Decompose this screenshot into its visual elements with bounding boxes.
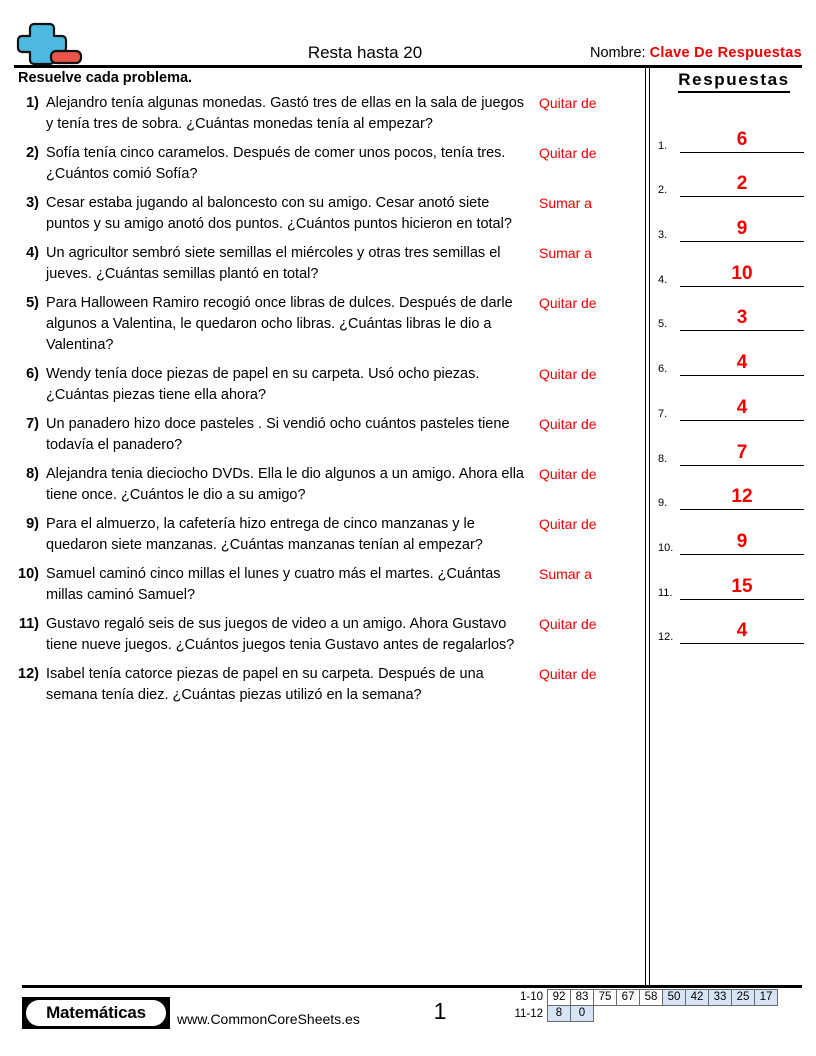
problem-row [0, 564, 640, 606]
score-cell-group [548, 1006, 594, 1023]
answer-row [658, 422, 804, 467]
problem-row [0, 93, 640, 135]
problem-row [0, 514, 640, 556]
answer-row [658, 243, 804, 288]
answer-row [658, 332, 804, 377]
answer-blank-line [680, 643, 804, 644]
header-divider-rule [14, 65, 802, 68]
problem-row [0, 364, 640, 406]
problem-text: Alejandro tenía algunas monedas. Gastó tres de ellas en la sala de juegos y tenía tres de sobra. ¿Cuántas monedas tenía al empezar? [46, 95, 525, 132]
problem-text: Wendy tenía doce piezas de papel en su carpeta. Usó ocho piezas. ¿Cuántas piezas tiene ella ahora? [46, 366, 480, 403]
page-header [0, 0, 816, 68]
problem-number: 5) [26, 295, 39, 311]
answer-value[interactable]: 12 [731, 486, 753, 508]
problem-number: 4) [26, 245, 39, 261]
answer-row [658, 467, 804, 512]
problem-type-tag: Quitar de [539, 95, 597, 111]
problem-text: Un agricultor sembró siete semillas el miércoles y otras tres semillas el jueves. ¿Cuántas semillas plantó en total? [46, 245, 501, 282]
answer-number-label: 8. [658, 452, 668, 465]
score-cell: 0 [570, 1005, 594, 1022]
problem-number: 6) [26, 366, 39, 382]
answer-number-label: 4. [658, 273, 668, 286]
problem-type-tag: Quitar de [539, 295, 597, 311]
answer-value[interactable]: 15 [731, 575, 753, 597]
answer-number-label: 1. [658, 139, 668, 152]
answer-blank-line [680, 375, 804, 376]
answer-number-label: 2. [658, 184, 668, 197]
problem-text: Para el almuerzo, la cafetería hizo entrega de cinco manzanas y le quedaron siete manzanas. ¿Cuántas manzanas tenían al empezar? [46, 516, 483, 553]
problem-number: 2) [26, 145, 39, 161]
answer-value[interactable]: 6 [736, 128, 748, 150]
problem-text: Para Halloween Ramiro recogió once libras de dulces. Después de darle algunos a Valentina, le quedaron ocho libras. ¿Cuántas libras le dio a Valentina? [46, 295, 513, 353]
answers-title: Respuestas [678, 70, 789, 93]
score-table [500, 989, 778, 1023]
name-value[interactable]: Clave De Respuestas [649, 45, 802, 61]
problem-row [0, 193, 640, 235]
problem-number: 3) [26, 195, 39, 211]
brand-label: Matemáticas [46, 1003, 146, 1022]
problem-type-tag: Quitar de [539, 145, 597, 161]
answer-value[interactable]: 3 [736, 307, 748, 329]
score-cell: 33 [708, 989, 732, 1006]
problem-number: 7) [26, 416, 39, 432]
problem-type-tag: Sumar a [539, 566, 592, 582]
score-cell: 25 [731, 989, 755, 1006]
page-number: 1 [433, 998, 447, 1024]
vertical-divider [645, 68, 652, 985]
name-block [590, 44, 802, 63]
score-cell: 58 [639, 989, 663, 1006]
problem-number: 9) [26, 516, 39, 532]
problem-row [0, 293, 640, 356]
answer-number-label: 3. [658, 229, 668, 242]
problem-text: Isabel tenía catorce piezas de papel en su carpeta. Después de una semana tenía diez. ¿Cuántas piezas utilizó en la semana? [46, 666, 484, 703]
problem-number: 12) [18, 666, 39, 682]
problem-text: Cesar estaba jugando al baloncesto con su amigo. Cesar anotó siete puntos y su amigo anotó dos puntos. ¿Cuántos puntos hicieron en total? [46, 195, 512, 232]
problem-text: Sofía tenía cinco caramelos. Después de comer unos pocos, tenía tres. ¿Cuántos comió Sofía? [46, 145, 506, 182]
plus-minus-logo-icon [16, 20, 88, 66]
problem-type-tag: Quitar de [539, 416, 597, 432]
problem-row [0, 143, 640, 185]
answer-blank-line [680, 509, 804, 510]
answer-number-label: 5. [658, 318, 668, 331]
answer-value[interactable]: 2 [736, 173, 748, 195]
score-cell: 50 [662, 989, 686, 1006]
problem-text: Alejandra tenia dieciocho DVDs. Ella le dio algunos a un amigo. Ahora ella tiene once. ¿Cuántos le dio a su amigo? [46, 466, 524, 503]
problem-text: Un panadero hizo doce pasteles . Si vendió ocho cuántos pasteles tiene todavía el panadero? [46, 416, 510, 453]
score-row-label: 11-12 [514, 1008, 543, 1020]
answer-blank-line [680, 241, 804, 242]
answer-blank-line [680, 599, 804, 600]
answer-number-label: 12. [658, 631, 674, 644]
problem-type-tag: Quitar de [539, 616, 597, 632]
score-cell: 92 [547, 989, 571, 1006]
answer-value[interactable]: 4 [736, 396, 748, 418]
answer-blank-line [680, 152, 804, 153]
answers-panel [658, 70, 804, 645]
problem-type-tag: Quitar de [539, 516, 597, 532]
answer-blank-line [680, 196, 804, 197]
answer-row [658, 288, 804, 333]
score-cell: 83 [570, 989, 594, 1006]
answer-blank-line [680, 330, 804, 331]
problem-type-tag: Sumar a [539, 195, 592, 211]
problem-text: Gustavo regaló seis de sus juegos de video a un amigo. Ahora Gustavo tiene nueve juegos. ¿Cuántos juegos tenia Gustavo antes de regalarlos? [46, 616, 515, 653]
answer-number-label: 9. [658, 497, 668, 510]
answer-value[interactable]: 4 [736, 352, 748, 374]
problem-list [0, 93, 640, 714]
answer-number-label: 11. [658, 586, 673, 599]
score-cell: 42 [685, 989, 709, 1006]
answer-blank-line [680, 465, 804, 466]
problem-type-tag: Sumar a [539, 245, 592, 261]
problem-row [0, 464, 640, 506]
problem-row [0, 414, 640, 456]
problem-row [0, 243, 640, 285]
answer-value[interactable]: 4 [736, 620, 748, 642]
answer-number-label: 6. [658, 363, 668, 376]
answer-row [658, 154, 804, 199]
answer-blank-line [680, 420, 804, 421]
problem-text: Samuel caminó cinco millas el lunes y cuatro más el martes. ¿Cuántas millas caminó Samuel? [46, 566, 501, 603]
answer-value[interactable]: 9 [736, 530, 748, 552]
score-row-label: 1-10 [519, 991, 543, 1003]
answer-blank-line [680, 286, 804, 287]
answer-row [658, 198, 804, 243]
answer-row [658, 556, 804, 601]
answer-value[interactable]: 10 [731, 262, 753, 284]
score-cell: 67 [616, 989, 640, 1006]
score-row [500, 989, 778, 1006]
answer-value[interactable]: 9 [736, 218, 748, 240]
answer-row [658, 109, 804, 154]
page-title: Resta hasta 20 [307, 43, 423, 62]
footer-divider-rule [22, 985, 802, 988]
problem-type-tag: Quitar de [539, 366, 597, 382]
score-row [500, 1006, 778, 1023]
problem-type-tag: Quitar de [539, 466, 597, 482]
site-url[interactable]: www.CommonCoreSheets.es [177, 1011, 360, 1027]
problem-number: 8) [26, 466, 39, 482]
answer-row [658, 601, 804, 646]
score-cell: 17 [754, 989, 778, 1006]
problem-row [0, 664, 640, 706]
problem-number: 1) [26, 95, 39, 111]
answer-row [658, 511, 804, 556]
problem-row [0, 614, 640, 656]
score-cell-group [548, 989, 778, 1006]
score-cell: 75 [593, 989, 617, 1006]
brand-badge [22, 997, 170, 1029]
problem-number: 11) [18, 616, 39, 632]
name-label: Nombre: [589, 45, 646, 61]
instructions-text: Resuelve cada problema. [18, 70, 193, 86]
answer-row [658, 377, 804, 422]
answer-value[interactable]: 7 [736, 441, 748, 463]
problem-type-tag: Quitar de [539, 666, 597, 682]
problem-number: 10) [18, 566, 39, 582]
answer-list [658, 109, 804, 645]
answer-blank-line [680, 554, 804, 555]
score-cell: 8 [547, 1005, 571, 1022]
answer-number-label: 7. [658, 407, 668, 420]
answer-number-label: 10. [658, 541, 674, 554]
